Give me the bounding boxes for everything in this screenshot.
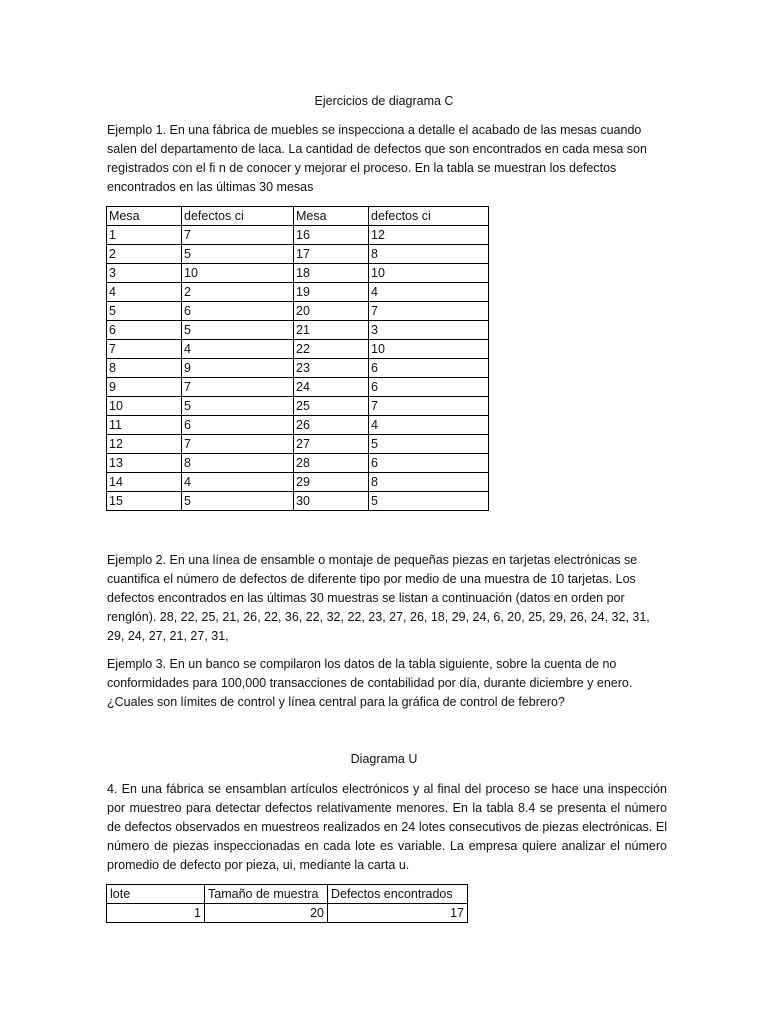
table-cell: 3 (369, 321, 489, 340)
table-row (107, 416, 489, 435)
table-row (107, 264, 489, 283)
section-title-diagrama-u: Diagrama U (350, 752, 418, 766)
table-cell: 5 (182, 245, 294, 264)
table-cell: 20 (294, 302, 369, 321)
table-cell: 4 (369, 416, 489, 435)
header-cell: defectos ci (182, 207, 294, 226)
table-cell: 3 (107, 264, 182, 283)
lots-table (106, 884, 468, 923)
table-cell: 5 (182, 397, 294, 416)
table-cell: 10 (369, 264, 489, 283)
table-cell: 26 (294, 416, 369, 435)
table-cell: 12 (369, 226, 489, 245)
table-cell: 4 (182, 473, 294, 492)
table-cell: 6 (369, 378, 489, 397)
defects-table (106, 206, 489, 511)
table-cell: 5 (369, 492, 489, 511)
table-cell: 7 (107, 340, 182, 359)
table-row (107, 359, 489, 378)
ejemplo-3-paragraph: Ejemplo 3. En un banco se compilaron los datos de la tabla siguiente, sobre la cuenta de no conformidades para 100,000 transacciones de contabilidad por día, durante diciembre y enero. ¿Cuales son límites de control y línea central para la gráfica de control de febrero? (107, 657, 633, 709)
table-row (107, 435, 489, 454)
table-cell: 13 (107, 454, 182, 473)
table-cell: 19 (294, 283, 369, 302)
table-cell: 5 (369, 435, 489, 454)
table-cell: 8 (369, 473, 489, 492)
header-cell: Defectos encontrados (328, 885, 468, 904)
table-cell: 8 (107, 359, 182, 378)
table-row (107, 397, 489, 416)
table-row (107, 492, 489, 511)
table-row (107, 904, 468, 923)
table-cell: 4 (107, 283, 182, 302)
header-cell: Mesa (294, 207, 369, 226)
table-cell: 6 (107, 321, 182, 340)
table-cell: 23 (294, 359, 369, 378)
table-cell: 7 (369, 302, 489, 321)
table-row (107, 454, 489, 473)
ejemplo-1-paragraph: Ejemplo 1. En una fábrica de muebles se inspecciona a detalle el acabado de las mesas cuando salen del departamento de laca. La cantidad de defectos que son encontrados en cada mesa son registrados con el fi n de conocer y mejorar el proceso. En la tabla se muestran los defectos encontrados en las últimas 30 mesas (107, 123, 647, 194)
table-cell: 10 (369, 340, 489, 359)
table-cell: 5 (107, 302, 182, 321)
table-cell: 14 (107, 473, 182, 492)
table-cell: 9 (107, 378, 182, 397)
header-cell: lote (107, 885, 205, 904)
header-cell: Mesa (107, 207, 182, 226)
table-cell: 1 (107, 904, 205, 923)
table-row (107, 473, 489, 492)
table-row (107, 245, 489, 264)
table-cell: 4 (369, 283, 489, 302)
table-cell: 22 (294, 340, 369, 359)
header-cell: Tamaño de muestra (205, 885, 328, 904)
table-cell: 4 (182, 340, 294, 359)
table-cell: 8 (369, 245, 489, 264)
table-cell: 25 (294, 397, 369, 416)
table-header-row (107, 885, 468, 904)
table-cell: 7 (182, 435, 294, 454)
ejemplo-2-paragraph: Ejemplo 2. En una línea de ensamble o montaje de pequeñas piezas en tarjetas electrónicas se cuantifica el número de defectos de diferente tipo por medio de una muestra de 10 tarjetas. Los defectos encontrados en las últimas 30 muestras se listan a continuación (datos en orden por renglón). 28, 22, 25, 21, 26, 22, 36, 22, 32, 22, 23, 27, 26, 18, 29, 24, 6, 20, 25, 29, 26, 24, 32, 31, 29, 24, 27, 21, 27, 31, (107, 553, 650, 643)
table-cell: 7 (182, 226, 294, 245)
ejercicio-4-paragraph: 4. En una fábrica se ensamblan artículos electrónicos y al final del proceso se hace una inspección por muestreo para detectar defectos relativamente menores. En la tabla 8.4 se presenta el número de defectos observados en muestreos realizados en 24 lotes consecutivos de piezas electrónicas. El número de piezas inspeccionadas en cada lote es variable. La empresa quiere analizar el número promedio de defecto por pieza, ui, mediante la carta u. (107, 782, 667, 872)
table-row (107, 283, 489, 302)
table-cell: 2 (107, 245, 182, 264)
table-cell: 21 (294, 321, 369, 340)
header-cell: defectos ci (369, 207, 489, 226)
table-cell: 28 (294, 454, 369, 473)
table-cell: 11 (107, 416, 182, 435)
table-cell: 1 (107, 226, 182, 245)
table-cell: 7 (369, 397, 489, 416)
table-cell: 30 (294, 492, 369, 511)
document-title: Ejercicios de diagrama C (314, 94, 454, 108)
table-cell: 2 (182, 283, 294, 302)
table-cell: 20 (205, 904, 328, 923)
table-cell: 16 (294, 226, 369, 245)
table-cell: 5 (182, 492, 294, 511)
table-row (107, 226, 489, 245)
table-row (107, 378, 489, 397)
table-cell: 12 (107, 435, 182, 454)
table-cell: 27 (294, 435, 369, 454)
table-cell: 6 (369, 359, 489, 378)
table-header-row (107, 207, 489, 226)
table-cell: 24 (294, 378, 369, 397)
table-cell: 18 (294, 264, 369, 283)
table-cell: 6 (182, 302, 294, 321)
table-cell: 17 (294, 245, 369, 264)
table-cell: 29 (294, 473, 369, 492)
table-cell: 6 (369, 454, 489, 473)
table-cell: 6 (182, 416, 294, 435)
table-cell: 15 (107, 492, 182, 511)
table-cell: 10 (107, 397, 182, 416)
table-cell: 7 (182, 378, 294, 397)
table-cell: 9 (182, 359, 294, 378)
table-cell: 17 (328, 904, 468, 923)
table-row (107, 321, 489, 340)
table-cell: 8 (182, 454, 294, 473)
table-cell: 5 (182, 321, 294, 340)
table-row (107, 340, 489, 359)
table-cell: 10 (182, 264, 294, 283)
table-row (107, 302, 489, 321)
